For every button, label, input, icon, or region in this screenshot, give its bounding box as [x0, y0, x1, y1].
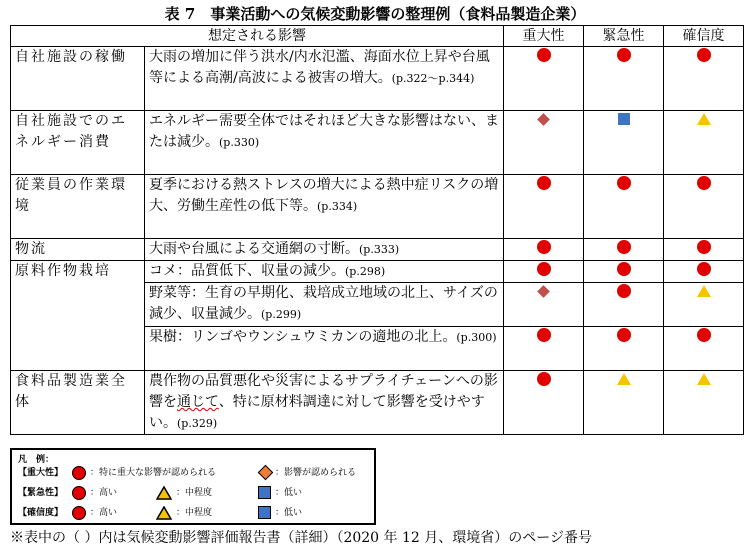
urgency-mark [584, 371, 664, 435]
circle-icon [537, 240, 551, 254]
legend-box: 凡 例： 【重大性】 ：特に重大な影響が認められる ：影響が認められる 【緊急性】 ：高い ：中程度 ：低い 【確信度】 ：高い ：中程度 ：低い [10, 448, 376, 525]
header-confidence: 確信度 [664, 26, 744, 47]
circle-icon [537, 328, 551, 342]
severity-mark [504, 371, 584, 435]
legend-key: 【確信度】 [18, 508, 64, 518]
diamond-icon [537, 285, 550, 298]
table-row [11, 371, 744, 435]
header-row [11, 26, 744, 47]
triangle-icon [697, 113, 711, 125]
urgency-mark [584, 283, 664, 327]
circle-icon [697, 176, 711, 190]
red-circle-icon [72, 486, 86, 500]
triangle-icon [617, 373, 631, 385]
triangle-icon [697, 285, 711, 297]
table-row [11, 111, 744, 175]
severity-mark [504, 261, 584, 283]
circle-icon [617, 48, 631, 62]
urgency-mark [584, 327, 664, 371]
circle-icon [617, 176, 631, 190]
confidence-mark [664, 175, 744, 239]
circle-icon [617, 240, 631, 254]
table-row [11, 175, 744, 239]
impact-cell: エネルギー需要全体ではそれほど大きな影響はない、または減少。(p.330) [145, 111, 504, 175]
confidence-mark [664, 239, 744, 261]
confidence-mark [664, 327, 744, 371]
confidence-mark [664, 47, 744, 111]
category-cell: 従業員の作業環境 [11, 175, 145, 239]
urgency-mark [584, 239, 664, 261]
header-impact: 想定される影響 [11, 26, 504, 47]
footnote: ※表中の（ ）内は気候変動影響評価報告書（詳細）（2020 年 12 月、環境省）のページ番号 [10, 530, 592, 546]
impact-cell: 大雨や台風による交通網の寸断。(p.333) [145, 239, 504, 261]
circle-icon [697, 48, 711, 62]
category-cell: 自社施設の稼働 [11, 47, 145, 111]
blue-square-icon [258, 506, 271, 519]
header-urgency: 緊急性 [584, 26, 664, 47]
legend-title: 凡 例： [18, 455, 55, 465]
severity-mark [504, 239, 584, 261]
legend-key: 【緊急性】 [18, 488, 64, 498]
impact-cell: 果樹：リンゴやウンシュウミカンの適地の北上。(p.300) [145, 327, 504, 371]
table-title: 表 7 事業活動への気候変動影響の整理例（食料品製造企業） [164, 5, 586, 23]
yellow-triangle-icon [156, 506, 172, 520]
red-circle-icon [72, 506, 86, 520]
impact-cell: 野菜等：生育の早期化、栽培成立地域の北上、サイズの減少、収量減少。(p.299) [145, 283, 504, 327]
category-cell: 物流 [11, 239, 145, 261]
circle-icon [617, 328, 631, 342]
severity-mark [504, 111, 584, 175]
confidence-mark [664, 283, 744, 327]
urgency-mark [584, 111, 664, 175]
impact-table [10, 25, 744, 435]
urgency-mark [584, 47, 664, 111]
orange-diamond-icon [258, 465, 274, 481]
confidence-mark [664, 371, 744, 435]
impact-cell: 大雨の増加に伴う洪水/内水氾濫、海面水位上昇や台風等による高潮/高波による被害の増大。(p.322～p.344) [145, 47, 504, 111]
legend-key: 【重大性】 [18, 468, 64, 478]
circle-icon [697, 328, 711, 342]
impact-cell: 農作物の品質悪化や災害によるサプライチェーンへの影響を通じて、特に原材料調達に対して影響を受けやすい。(p.329) [145, 371, 504, 435]
category-cell: 食料品製造業全体 [11, 371, 145, 435]
blue-square-icon [258, 486, 271, 499]
severity-mark [504, 283, 584, 327]
spellcheck-underline: 通じて [177, 394, 219, 410]
header-severity: 重大性 [504, 26, 584, 47]
circle-icon [617, 262, 631, 276]
category-cell: 原料作物栽培 [11, 261, 145, 371]
table-row [11, 239, 744, 261]
circle-icon [537, 372, 551, 386]
circle-icon [537, 48, 551, 62]
table-row [11, 261, 744, 283]
urgency-mark [584, 175, 664, 239]
severity-mark [504, 47, 584, 111]
category-cell: 自社施設でのエネルギー消費 [11, 111, 145, 175]
table-row [11, 47, 744, 111]
triangle-icon [697, 373, 711, 385]
impact-cell: コメ：品質低下、収量の減少。(p.298) [145, 261, 504, 283]
circle-icon [617, 284, 631, 298]
circle-icon [697, 240, 711, 254]
circle-icon [537, 262, 551, 276]
severity-mark [504, 175, 584, 239]
confidence-mark [664, 261, 744, 283]
severity-mark [504, 327, 584, 371]
square-icon [618, 113, 630, 125]
confidence-mark [664, 111, 744, 175]
diamond-icon [537, 113, 550, 126]
yellow-triangle-icon [156, 486, 172, 500]
urgency-mark [584, 261, 664, 283]
circle-icon [697, 262, 711, 276]
impact-cell: 夏季における熱ストレスの増大による熱中症リスクの増大、労働生産性の低下等。(p.334) [145, 175, 504, 239]
circle-icon [537, 176, 551, 190]
red-circle-icon [72, 466, 86, 480]
